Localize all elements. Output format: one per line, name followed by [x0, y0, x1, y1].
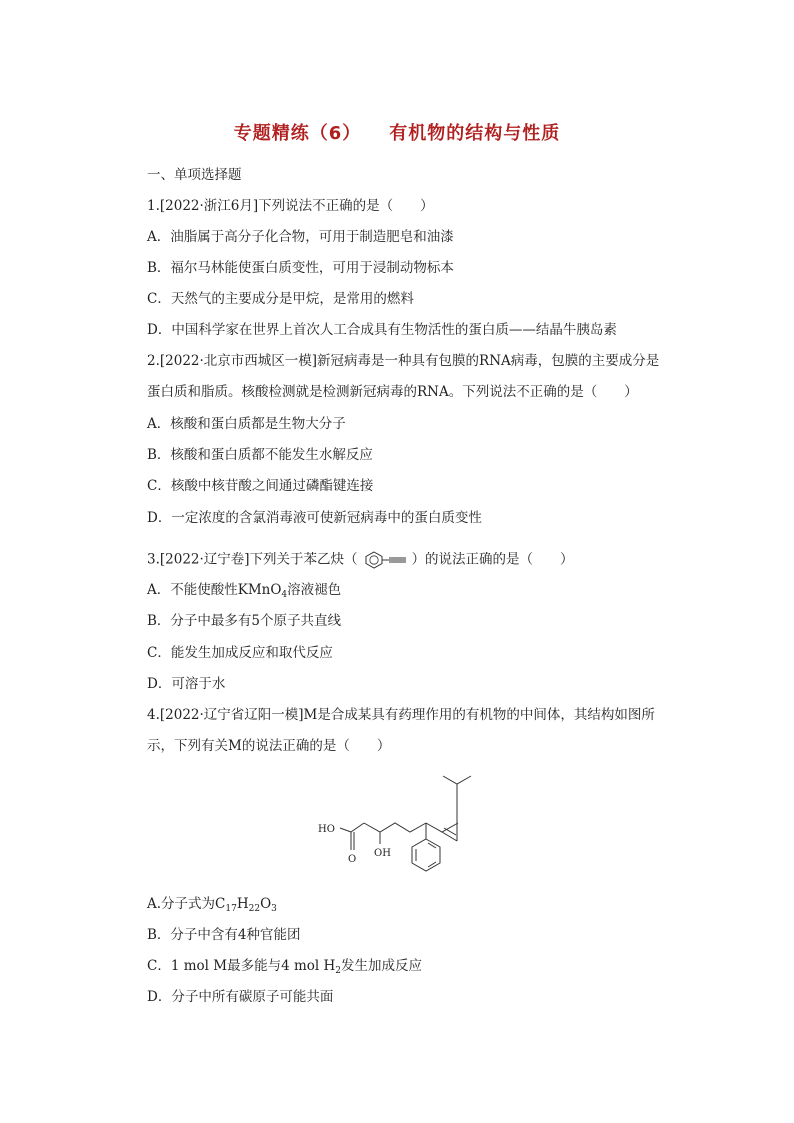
struct-label-ho: HO [318, 824, 335, 835]
q4-stem-line2: 示，下列有关M的说法正确的是（ ） [147, 738, 391, 754]
q3-option-a-subscript: 4 [281, 590, 288, 600]
q2-option-a: A．核酸和蛋白质都是生物大分子 [147, 416, 346, 432]
q3-option-d: D．可溶于水 [147, 676, 226, 692]
q4-option-a-h: H [236, 896, 249, 912]
compound-m-structure [316, 762, 486, 880]
q4-option-c-text: C．1 mol M最多能与4 mol H [147, 958, 336, 974]
section-heading: 一、单项选择题 [147, 167, 242, 183]
q3-option-b: B．分子中最多有5个原子共直线 [147, 613, 342, 629]
q4-option-c-subscript: 2 [335, 966, 341, 976]
q4-option-a [147, 895, 277, 913]
q2-stem-line2: 蛋白质和脂质。核酸检测就是检测新冠病毒的RNA。下列说法不正确的是（ ） [147, 384, 638, 400]
q3-option-a-text: A．不能使酸性KMnO [147, 582, 282, 598]
q3-option-a [147, 581, 341, 599]
phenylacetylene-structure [358, 550, 412, 570]
q4-option-b: B．分子中含有4种官能团 [147, 927, 301, 943]
title-main: 专题精练（6） [233, 123, 362, 144]
q2-stem-line1: 2.[2022·北京市西城区一模]新冠病毒是一种具有包膜的RNA病毒，包膜的主要成分是 [147, 353, 660, 369]
q4-option-a-o: O [260, 896, 272, 912]
q2-option-c: C．核酸中核苷酸之间通过磷酯键连接 [147, 478, 374, 494]
q4-option-a-sub-h: 22 [248, 904, 261, 914]
q4-option-c [147, 957, 422, 975]
q1-option-d: D．中国科学家在世界上首次人工合成具有生物活性的蛋白质——结晶牛胰岛素 [147, 322, 617, 338]
q4-option-c-text-end: 发生加成反应 [341, 958, 422, 974]
page-title [0, 119, 794, 145]
q4-option-a-text: A.分子式为C [147, 896, 226, 912]
q3-option-c: C．能发生加成反应和取代反应 [147, 645, 333, 661]
struct-label-oh: OH [374, 848, 391, 859]
title-topic: 有机物的结构与性质 [389, 123, 561, 144]
q4-option-d: D．分子中所有碳原子可能共面 [147, 989, 334, 1005]
q1-stem: 1.[2022·浙江6月]下列说法不正确的是（ ） [147, 198, 434, 214]
q4-option-a-sub-c: 17 [225, 904, 237, 914]
q2-option-b: B．核酸和蛋白质都不能发生水解反应 [147, 447, 373, 463]
q1-option-a: A．油脂属于高分子化合物，可用于制造肥皂和油漆 [147, 229, 454, 245]
q1-option-c: C．天然气的主要成分是甲烷，是常用的燃料 [147, 291, 414, 307]
q2-option-d: D．一定浓度的含氯消毒液可使新冠病毒中的蛋白质变性 [147, 510, 482, 526]
q1-option-b: B．福尔马林能使蛋白质变性，可用于浸制动物标本 [147, 260, 454, 276]
q3-stem [147, 550, 574, 570]
q4-stem-line1: 4.[2022·辽宁省辽阳一模]M是合成某具有药理作用的有机物的中间体，其结构如图所 [147, 707, 655, 723]
struct-label-o: O [348, 854, 357, 865]
q3-option-a-text-end: 溶液褪色 [287, 582, 342, 598]
q3-stem-start: 3.[2022·辽宁卷]下列关于苯乙炔（ [147, 551, 358, 568]
q3-stem-end: ）的说法正确的是（ ） [411, 551, 574, 568]
q4-option-a-sub-o: 3 [271, 904, 277, 914]
